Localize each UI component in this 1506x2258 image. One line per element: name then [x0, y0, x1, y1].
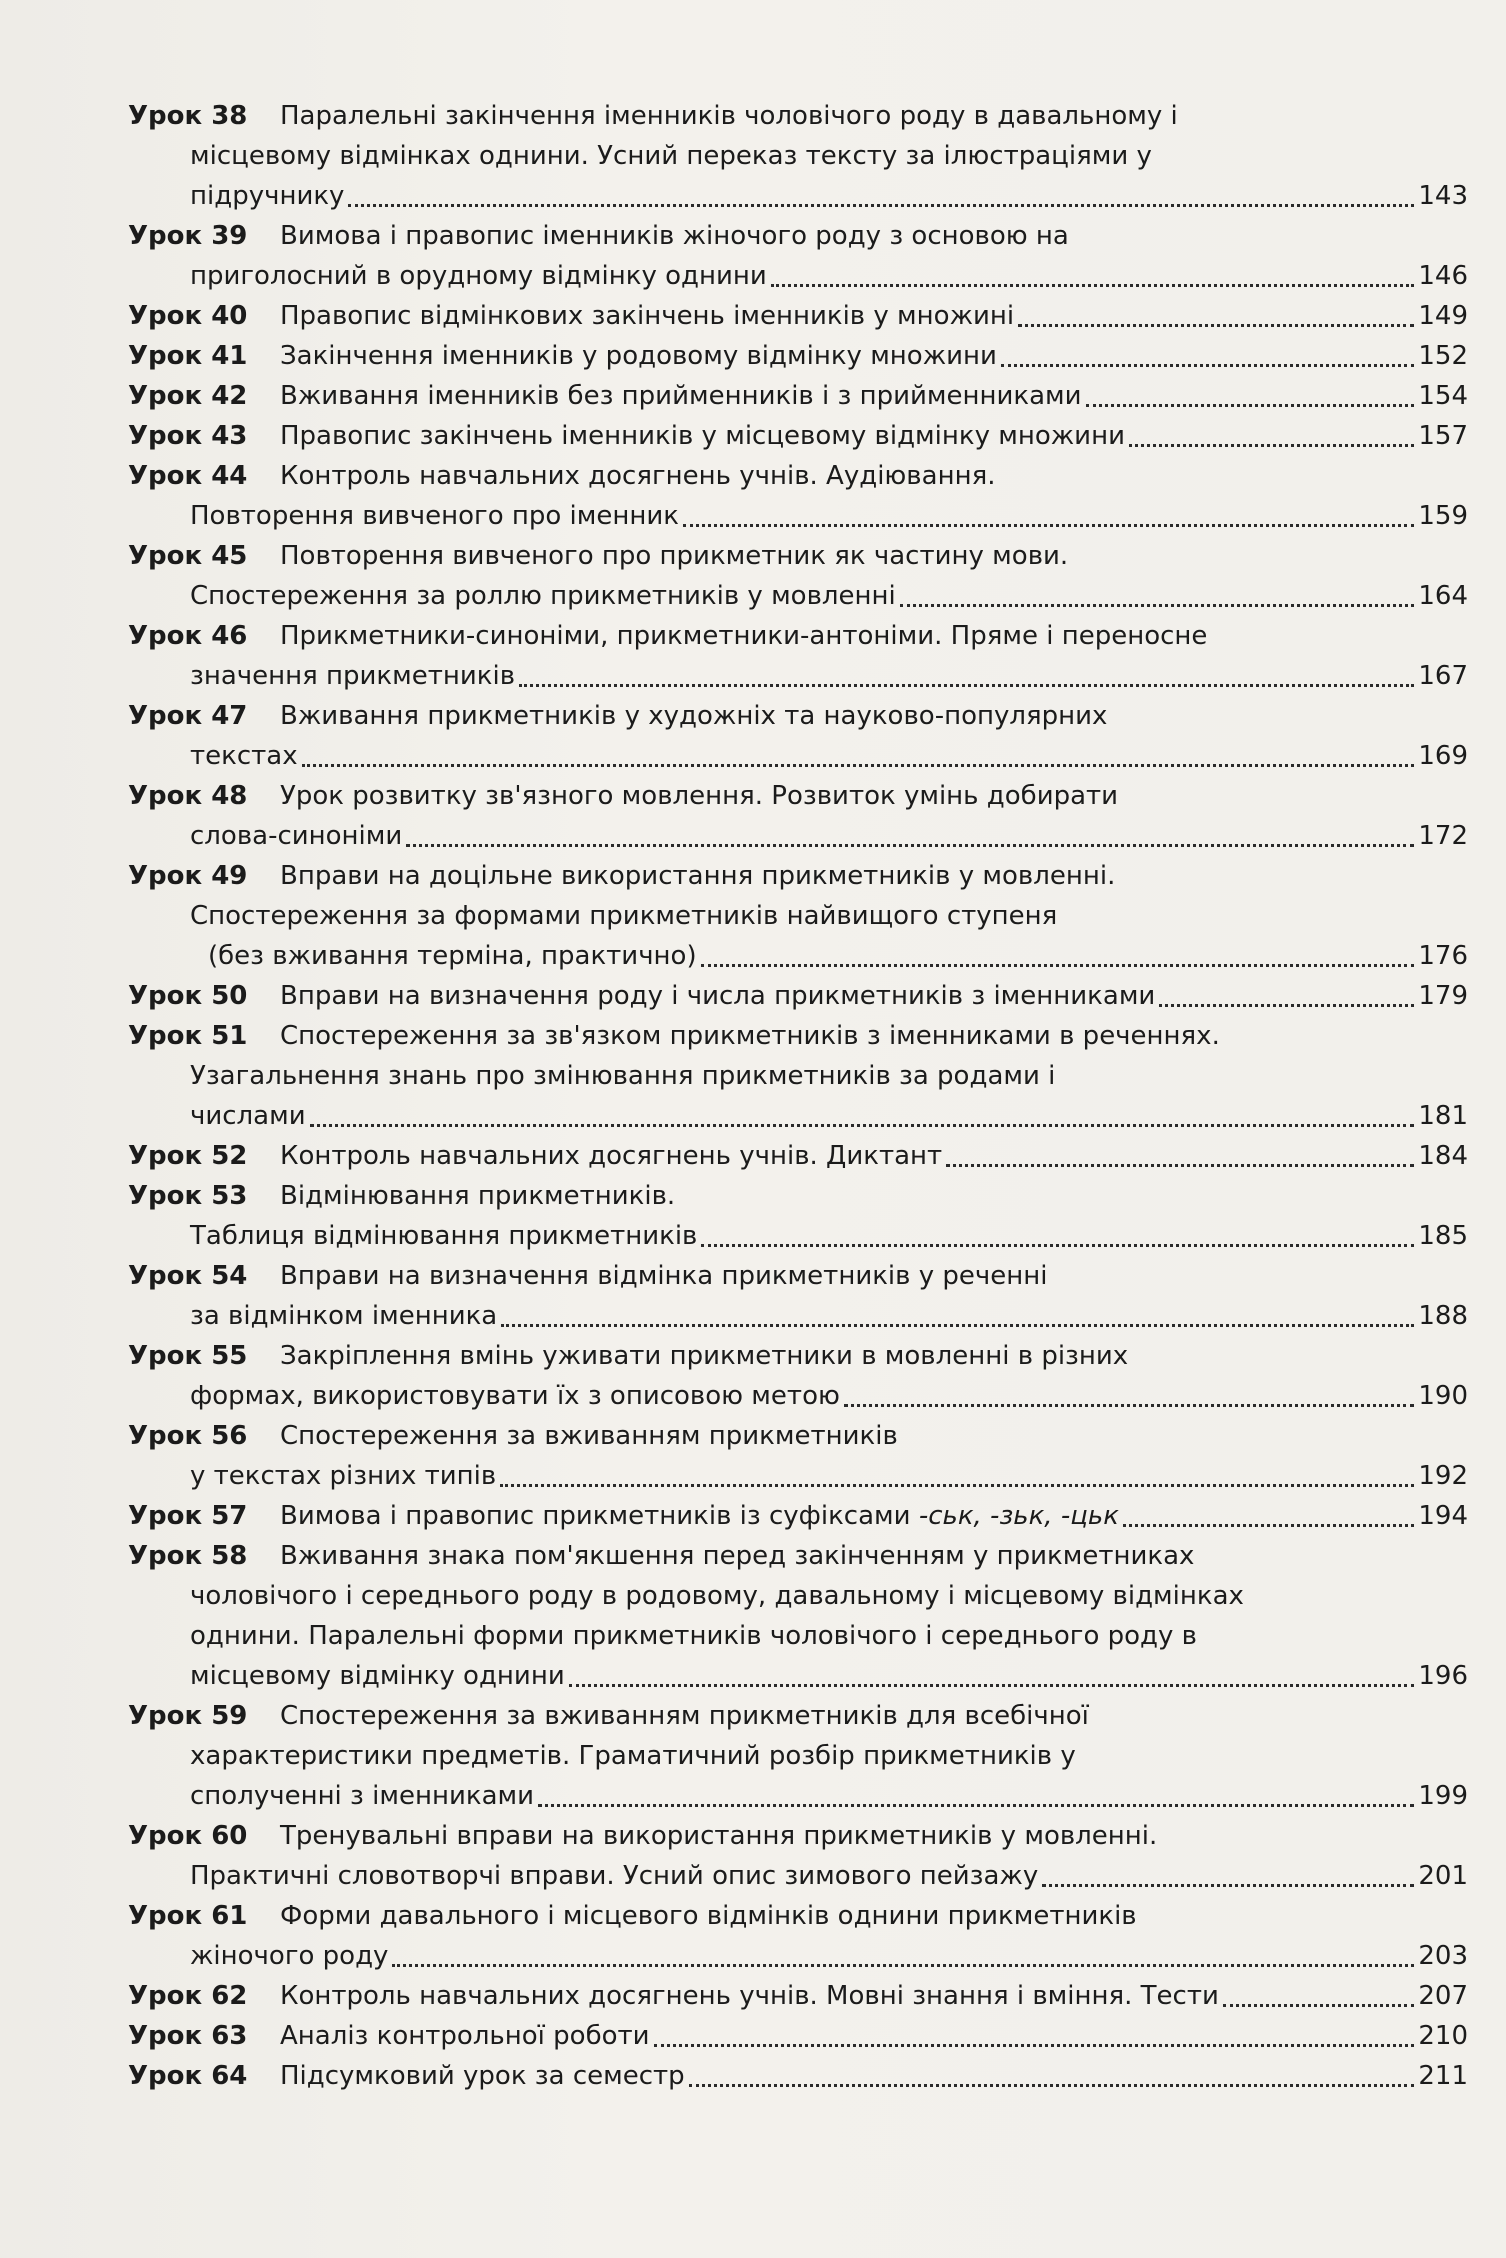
lesson-title-text: текстах	[190, 741, 298, 771]
toc-entry	[128, 776, 1468, 856]
toc-line	[128, 1896, 1468, 1936]
toc-line	[128, 1496, 1468, 1536]
toc-entry	[128, 856, 1468, 976]
lesson-label: Урок 59	[128, 1701, 248, 1731]
lesson-title-text: Спостереження за роллю прикметників у мовленні	[190, 581, 896, 611]
toc-line	[128, 776, 1468, 816]
lesson-title-text: Контроль навчальних досягнень учнів. Аудіювання.	[280, 461, 996, 491]
page-number: 149	[1418, 301, 1468, 331]
toc-line	[128, 136, 1468, 176]
lesson-title-text: Відмінювання прикметників.	[280, 1181, 676, 1211]
toc-line	[128, 256, 1468, 296]
page-number: 176	[1418, 941, 1468, 971]
lesson-label: Урок 39	[128, 221, 248, 251]
lesson-label: Урок 58	[128, 1541, 248, 1571]
lesson-title-text: Вживання іменників без прийменників і з прийменниками	[280, 381, 1082, 411]
page-number: 152	[1418, 341, 1468, 371]
lesson-label: Урок 49	[128, 861, 248, 891]
toc-entry	[128, 696, 1468, 776]
lesson-title-text: приголосний в орудному відмінку однини	[190, 261, 767, 291]
toc-line	[128, 416, 1468, 456]
toc-line	[128, 1016, 1468, 1056]
toc-line	[128, 976, 1468, 1016]
page-number: 188	[1418, 1301, 1468, 1331]
toc-entry	[128, 1176, 1468, 1256]
dot-leader	[569, 1684, 1415, 1687]
toc-line	[128, 1136, 1468, 1176]
toc-entry	[128, 336, 1468, 376]
toc-line	[128, 1776, 1468, 1816]
page-number: 185	[1418, 1221, 1468, 1251]
lesson-label: Урок 64	[128, 2061, 248, 2091]
lesson-title-text: жіночого роду	[190, 1941, 389, 1971]
lesson-title-text: Правопис відмінкових закінчень іменників у множині	[280, 301, 1015, 331]
toc-line	[128, 1736, 1468, 1776]
toc-line	[128, 1216, 1468, 1256]
toc-line	[128, 496, 1468, 536]
lesson-title-text: Спостереження за вживанням прикметників для всебічної	[280, 1701, 1089, 1731]
toc-line	[128, 1976, 1468, 2016]
dot-leader	[771, 284, 1415, 287]
toc-entry	[128, 1016, 1468, 1136]
lesson-title-text: Прикметники-синоніми, прикметники-антоніми. Пряме і переносне	[280, 621, 1208, 651]
toc-line	[128, 1456, 1468, 1496]
toc-entry	[128, 1416, 1468, 1496]
lesson-label: Урок 63	[128, 2021, 248, 2051]
lesson-title-text: Паралельні закінчення іменників чоловічого роду в давальному і	[280, 101, 1178, 131]
lesson-label: Урок 44	[128, 461, 248, 491]
lesson-title-text: Вживання знака пом'якшення перед закінченням у прикметниках	[280, 1541, 1195, 1571]
lesson-title-text: слова-синоніми	[190, 821, 403, 851]
dot-leader	[1001, 364, 1414, 367]
toc-entry	[128, 296, 1468, 336]
dot-leader	[406, 844, 1414, 847]
lesson-title-text: Правопис закінчень іменників у місцевому відмінку множини	[280, 421, 1125, 451]
lesson-label: Урок 62	[128, 1981, 248, 2011]
page-number: 157	[1418, 421, 1468, 451]
toc-line	[128, 456, 1468, 496]
lesson-title-text: Закінчення іменників у родовому відмінку множини	[280, 341, 997, 371]
lesson-title-text: Таблиця відмінювання прикметників	[190, 1221, 698, 1251]
page-number: 154	[1418, 381, 1468, 411]
lesson-title-text: Закріплення вмінь уживати прикметники в мовленні в різних	[280, 1341, 1129, 1371]
toc-line	[128, 1416, 1468, 1456]
lesson-title-text: Спостереження за вживанням прикметників	[280, 1421, 898, 1451]
dot-leader	[1042, 1884, 1414, 1887]
toc-entry	[128, 2056, 1468, 2096]
lesson-title-text: Узагальнення знань про змінювання прикметників за родами і	[190, 1061, 1056, 1091]
lesson-title-text: Спостереження за формами прикметників найвищого ступеня	[190, 901, 1058, 931]
lesson-title-text: Вправи на доцільне використання прикметників у мовленні.	[280, 861, 1116, 891]
lesson-label: Урок 51	[128, 1021, 248, 1051]
lesson-title-text: Тренувальні вправи на використання прикметників у мовленні.	[280, 1821, 1158, 1851]
page-number: 201	[1418, 1861, 1468, 1891]
toc-line	[128, 656, 1468, 696]
lesson-label: Урок 48	[128, 781, 248, 811]
lesson-title-text: за відмінком іменника	[190, 1301, 498, 1331]
lesson-title-text: однини. Паралельні форми прикметників чоловічого і середнього роду в	[190, 1621, 1197, 1651]
lesson-label: Урок 55	[128, 1341, 248, 1371]
lesson-title-text: формах, використовувати їх з описовою метою	[190, 1381, 840, 1411]
toc-entry	[128, 976, 1468, 1016]
page-number: 164	[1418, 581, 1468, 611]
lesson-title-text: Вживання прикметників у художніх та науково-популярних	[280, 701, 1108, 731]
toc-line	[128, 1616, 1468, 1656]
dot-leader	[1123, 1524, 1414, 1527]
page-number: 203	[1418, 1941, 1468, 1971]
lesson-title-text: Повторення вивченого про іменник	[190, 501, 679, 531]
toc-line	[128, 1056, 1468, 1096]
lesson-label: Урок 46	[128, 621, 248, 651]
toc-line	[128, 1856, 1468, 1896]
dot-leader	[500, 1484, 1414, 1487]
toc-entry	[128, 416, 1468, 456]
lesson-title-text: Контроль навчальних досягнень учнів. Диктант	[280, 1141, 943, 1171]
toc-line	[128, 1296, 1468, 1336]
dot-leader	[501, 1324, 1414, 1327]
lesson-label: Урок 60	[128, 1821, 248, 1851]
toc-entry	[128, 1496, 1468, 1536]
toc-line	[128, 1816, 1468, 1856]
lesson-title-text: у текстах різних типів	[190, 1461, 497, 1491]
lesson-title-text: місцевому відмінку однини	[190, 1661, 565, 1691]
toc-line	[128, 1656, 1468, 1696]
lesson-title-text: Контроль навчальних досягнень учнів. Мовні знання і вміння. Тести	[280, 1981, 1219, 2011]
toc-line	[128, 2016, 1468, 2056]
toc-entry	[128, 1336, 1468, 1416]
lesson-label: Урок 47	[128, 701, 248, 731]
toc-line	[128, 216, 1468, 256]
toc-line	[128, 1536, 1468, 1576]
toc-entry	[128, 216, 1468, 296]
toc-entry	[128, 616, 1468, 696]
dot-leader	[348, 204, 1414, 207]
lesson-title-text: сполученні з іменниками	[190, 1781, 535, 1811]
dot-leader	[1223, 2004, 1414, 2007]
lesson-label: Урок 57	[128, 1501, 248, 1531]
page-number: 181	[1418, 1101, 1468, 1131]
dot-leader	[392, 1964, 1414, 1967]
lesson-label: Урок 42	[128, 381, 248, 411]
page-number: 190	[1418, 1381, 1468, 1411]
toc-line	[128, 336, 1468, 376]
toc-line	[128, 1256, 1468, 1296]
lesson-label: Урок 61	[128, 1901, 248, 1931]
page-number: 179	[1418, 981, 1468, 1011]
toc-entry	[128, 456, 1468, 536]
toc-entry	[128, 1536, 1468, 1696]
lesson-title-text: Форми давального і місцевого відмінків однини прикметників	[280, 1901, 1137, 1931]
lesson-title-text: місцевому відмінках однини. Усний переказ тексту за ілюстраціями у	[190, 141, 1152, 171]
lesson-label: Урок 50	[128, 981, 248, 1011]
dot-leader	[900, 604, 1415, 607]
toc-line	[128, 856, 1468, 896]
page-number: 159	[1418, 501, 1468, 531]
toc-line	[128, 1936, 1468, 1976]
toc-entry	[128, 1976, 1468, 2016]
lesson-title-text: Практичні словотворчі вправи. Усний опис зимового пейзажу	[190, 1861, 1039, 1891]
lesson-label: Урок 53	[128, 1181, 248, 1211]
toc-entry	[128, 1816, 1468, 1896]
toc-entry	[128, 376, 1468, 416]
page-number: 192	[1418, 1461, 1468, 1491]
page-number: 146	[1418, 261, 1468, 291]
lesson-title-text: (без вживання терміна, практично)	[208, 941, 697, 971]
dot-leader	[538, 1804, 1414, 1807]
dot-leader	[946, 1164, 1414, 1167]
dot-leader	[1018, 324, 1414, 327]
toc-line	[128, 376, 1468, 416]
dot-leader	[701, 1244, 1414, 1247]
toc-line	[128, 1096, 1468, 1136]
lesson-label: Урок 41	[128, 341, 248, 371]
lesson-title-text: Повторення вивченого про прикметник як частину мови.	[280, 541, 1069, 571]
lesson-title-text: підручнику	[190, 181, 345, 211]
toc-line	[128, 576, 1468, 616]
toc-entry	[128, 536, 1468, 616]
toc-line	[128, 1376, 1468, 1416]
dot-leader	[689, 2084, 1415, 2087]
toc-line	[128, 1576, 1468, 1616]
lesson-title-text: Спостереження за зв'язком прикметників з іменниками в реченнях.	[280, 1021, 1220, 1051]
dot-leader	[654, 2044, 1415, 2047]
toc-line	[128, 1176, 1468, 1216]
toc-line	[128, 1336, 1468, 1376]
dot-leader	[1086, 404, 1415, 407]
dot-leader	[683, 524, 1414, 527]
lesson-label: Урок 52	[128, 1141, 248, 1171]
toc-line	[128, 936, 1468, 976]
table-of-contents	[128, 96, 1468, 2096]
dot-leader	[310, 1124, 1415, 1127]
page-number: 143	[1418, 181, 1468, 211]
toc-line	[128, 896, 1468, 936]
dot-leader	[519, 684, 1414, 687]
toc-line	[128, 96, 1468, 136]
lesson-label: Урок 38	[128, 101, 248, 131]
lesson-title-text: значення прикметників	[190, 661, 516, 691]
lesson-title-text: характеристики предметів. Граматичний розбір прикметників у	[190, 1741, 1076, 1771]
page-number: 194	[1418, 1501, 1468, 1531]
toc-line	[128, 1696, 1468, 1736]
toc-line	[128, 536, 1468, 576]
page-number: 207	[1418, 1981, 1468, 2011]
page-number: 199	[1418, 1781, 1468, 1811]
page-number: 167	[1418, 661, 1468, 691]
page-number: 196	[1418, 1661, 1468, 1691]
lesson-title-text: чоловічого і середнього роду в родовому, давальному і місцевому відмінках	[190, 1581, 1244, 1611]
page-number: 169	[1418, 741, 1468, 771]
toc-line	[128, 736, 1468, 776]
dot-leader	[701, 964, 1415, 967]
lesson-title-text: числами	[190, 1101, 306, 1131]
page-number: 172	[1418, 821, 1468, 851]
page-number: 184	[1418, 1141, 1468, 1171]
lesson-title-text: Вимова і правопис іменників жіночого роду з основою на	[280, 221, 1069, 251]
dot-leader	[1129, 444, 1414, 447]
toc-line	[128, 2056, 1468, 2096]
toc-entry	[128, 1696, 1468, 1816]
toc-line	[128, 816, 1468, 856]
lesson-title-text: Вправи на визначення відмінка прикметників у реченні	[280, 1261, 1048, 1291]
lesson-label: Урок 40	[128, 301, 248, 331]
lesson-title-text: Аналіз контрольної роботи	[280, 2021, 650, 2051]
page-number: 210	[1418, 2021, 1468, 2051]
suffix-text: -ськ, -зьк, -цьк	[910, 1501, 1119, 1531]
toc-line	[128, 696, 1468, 736]
toc-entry	[128, 1896, 1468, 1976]
lesson-title-text: Вправи на визначення роду і числа прикметників з іменниками	[280, 981, 1156, 1011]
lesson-label: Урок 45	[128, 541, 248, 571]
toc-entry	[128, 96, 1468, 216]
toc-line	[128, 176, 1468, 216]
page-number: 211	[1418, 2061, 1468, 2091]
dot-leader	[302, 764, 1415, 767]
toc-line	[128, 616, 1468, 656]
dot-leader	[1159, 1004, 1414, 1007]
toc-entry	[128, 2016, 1468, 2056]
lesson-label: Урок 56	[128, 1421, 248, 1451]
lesson-label: Урок 54	[128, 1261, 248, 1291]
toc-entry	[128, 1256, 1468, 1336]
lesson-title-text: Урок розвитку зв'язного мовлення. Розвиток умінь добирати	[280, 781, 1119, 811]
dot-leader	[844, 1404, 1414, 1407]
toc-line	[128, 296, 1468, 336]
toc-entry	[128, 1136, 1468, 1176]
lesson-title-text: Підсумковий урок за семестр	[280, 2061, 685, 2091]
lesson-label: Урок 43	[128, 421, 248, 451]
lesson-title-text: Вимова і правопис прикметників із суфіксами	[280, 1501, 911, 1531]
